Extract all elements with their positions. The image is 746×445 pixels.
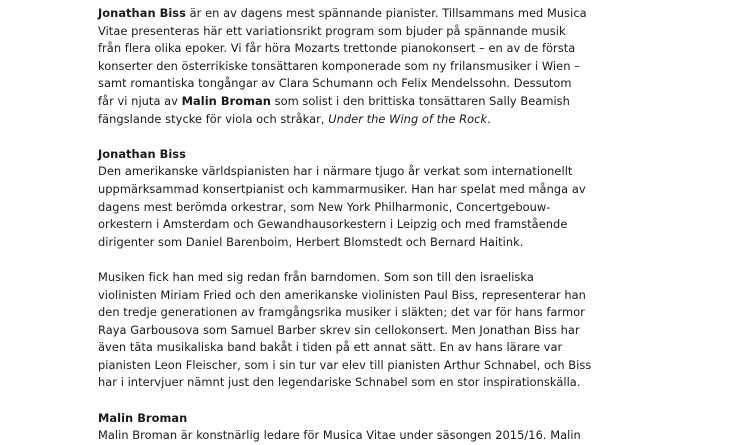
- section-heading-broman: Malin Broman: [98, 410, 188, 425]
- work-title: Under the Wing of the Rock: [328, 111, 488, 126]
- section-heading-biss: Jonathan Biss: [98, 146, 186, 161]
- biss-paragraph-2: Musiken fick han med sig redan från barndomen. Som son till den israeliska violinisten Miriam Fried och den amerikanske violinisten Paul Biss, representerar han den tredje generationen av framgångsrika musiker i släkten; det var för hans farmor Raya Garbousova som Samuel Barber skrev sin cellokonsert. Men Jonathan Biss har även täta musikaliska band bakåt i tiden på ett annat sätt. En av hans lärare var pianisten Leon Fleischer, som i sin tur var elev till pianisten Arthur Schnabel, och Biss har i intervjuer nämnt just den legendariske Schnabel som en stor inspirationskälla.: [98, 269, 592, 390]
- artist-name-broman: Malin Broman: [181, 93, 271, 108]
- broman-paragraph-cut: Malin Broman är konstnärlig ledare för Musica Vitae under säsongen 2015/16. Malin: [98, 428, 581, 443]
- artist-name-biss: Jonathan Biss: [98, 6, 186, 20]
- biss-paragraph-1: Den amerikanske världspianisten har i närmare tjugo år verkat som internationellt uppmärksammad konsertpianist och kammarmusiker. Han har spelat med många av dagens mest berömda orkestrar, som New York Philharmonic, Concertgebouw- orkestern i Amsterdam och Gewandhausorkestern i Leipzig och med framstående dirigenter som Daniel Barenboim, Herbert Blomstedt och Bernard Haitink.: [98, 164, 586, 249]
- intro-paragraph: Jonathan Biss är en av dagens mest spännande pianister. Tillsammans med Musica Vitae presenteras här ett variationsrikt program som bjuder på spännande musik från flera olika epoker. Vi får höra Mozarts trettonde pianokonsert – en av de första konserter den österrikiske tonsättaren komponerade som ny frilansmusiker i Wien – samt romantiska tongångar av Clara Schumann och Felix Mendelssohn. Dessutom får vi njuta av Malin Broman som solist i den brittiska tonsättaren Sally Beamish fängslande stycke för viola och stråkar, Under the Wing of the Rock.: [98, 6, 587, 126]
- document-body: [98, 5, 658, 445]
